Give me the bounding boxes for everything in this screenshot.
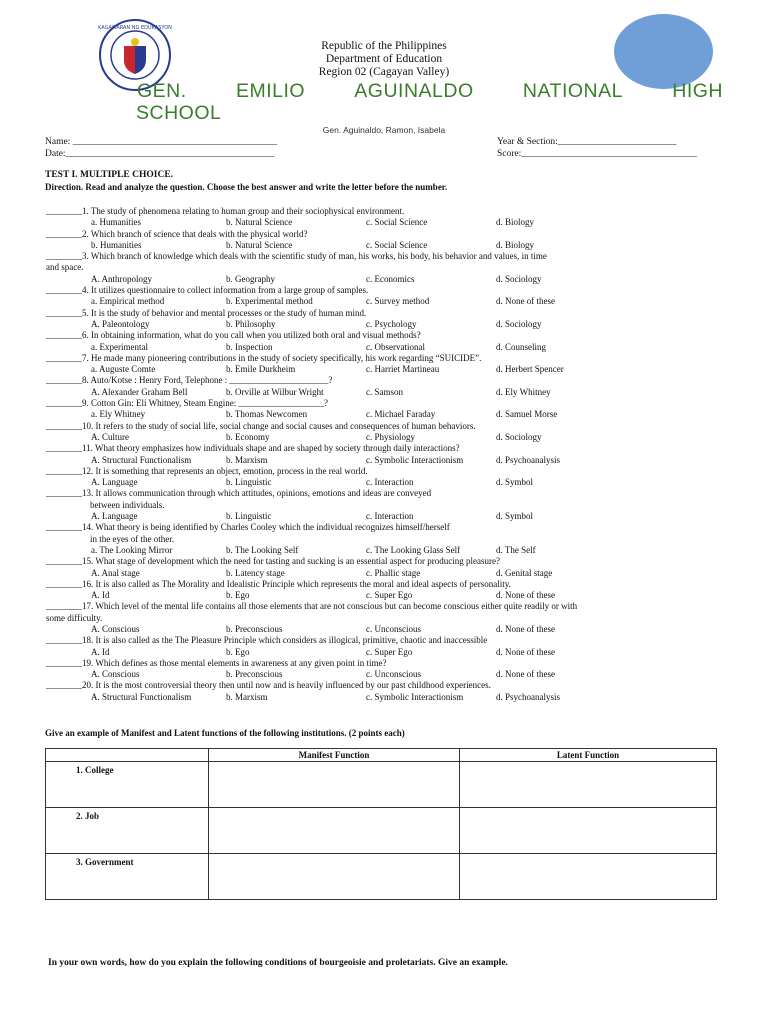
answer-option: c. Observational xyxy=(366,341,425,352)
answer-option: b. Latency stage xyxy=(226,567,285,578)
test1-direction: Direction. Read and analyze the question. Choose the best answer and write the letter before the number. xyxy=(45,182,448,192)
answer-option: d. None of these xyxy=(496,646,555,657)
answer-option: d. Biology xyxy=(496,239,535,250)
options-row xyxy=(46,647,724,658)
table-header-manifest: Manifest Function xyxy=(209,749,460,762)
question-13: ________13. It allows communication through which attitudes, opinions, emotions and ideas are conveyed xyxy=(46,488,432,499)
answer-option: b. Inspection xyxy=(226,341,273,352)
year-section-field[interactable]: Year & Section:_________________________ xyxy=(497,137,677,147)
question-14: ________14. What theory is being identified by Charles Cooley which the individual recognizes himself/herself xyxy=(46,522,450,533)
answer-option: b. Ego xyxy=(226,590,250,601)
options-row xyxy=(46,387,724,398)
question-8: ________8. Auto/Kotse : Henry Ford, Telephone : ______________________? xyxy=(46,375,333,386)
answer-option: d. Symbol xyxy=(496,477,534,488)
question-12: ________12. It is something that represents an object, emotion, process in the real world. xyxy=(46,465,368,476)
answer-option: c. Social Science xyxy=(366,217,428,228)
answer-option: d. Symbol xyxy=(496,511,534,522)
answer-option: c. Symbolic Interactionism xyxy=(366,454,464,465)
answer-option: c. Phallic stage xyxy=(366,567,421,578)
answer-option: A. Structural Functionalism xyxy=(91,691,192,702)
row-label-college: 1. College xyxy=(46,762,209,808)
answer-option: A. Anal stage xyxy=(91,567,140,578)
options-row xyxy=(46,364,724,375)
answer-option: A. Language xyxy=(91,511,138,522)
school-word: EMILIO xyxy=(235,80,306,102)
options-row xyxy=(46,692,724,703)
question-20: ________20. It is the most controversial theory then until now and is heavily influenced by our past childhood experiences. xyxy=(46,680,491,691)
answer-option: d. Sociology xyxy=(496,318,542,329)
score-field[interactable]: Score:_____________________________________ xyxy=(497,149,698,159)
answer-option: a. Ely Whitney xyxy=(91,409,146,420)
answer-option: d. The Self xyxy=(496,544,536,555)
question-3: ________3. Which branch of knowledge which deals with the scientific study of man, his works, his body, his behavior and values, in time xyxy=(46,251,547,262)
question-16: ________16. It is also called as The Morality and Idealistic Principle which represents the moral and ideal aspects of personality. xyxy=(46,578,511,589)
answer-option: b. Philosophy xyxy=(226,318,276,329)
answer-option: c. Interaction xyxy=(366,477,414,488)
manifest-instruction: Give an example of Manifest and Latent functions of the following institutions. (2 points each) xyxy=(45,728,405,738)
answer-option: A. Paleontology xyxy=(91,318,150,329)
answer-option: d. Psychoanalysis xyxy=(496,454,560,465)
answer-option: c. Physiology xyxy=(366,431,416,442)
options-row xyxy=(46,240,724,251)
question-4: ________4. It utilizes questionnaire to collect information from a large group of samples. xyxy=(46,285,369,296)
answer-option: c. Samson xyxy=(366,386,403,397)
answer-option: c. Michael Faraday xyxy=(366,409,436,420)
table-header-latent: Latent Function xyxy=(460,749,717,762)
answer-option: d. Sociology xyxy=(496,273,542,284)
answer-option: c. Unconscious xyxy=(366,669,421,680)
answer-option: b. Emile Durkheim xyxy=(226,364,296,375)
question-11: ________11. What theory emphasizes how individuals shape and are shaped by society through daily interactions? xyxy=(46,443,460,454)
answer-option: d. None of these xyxy=(496,669,555,680)
header-republic: Republic of the Philippines xyxy=(321,40,447,52)
school-word: NATIONAL xyxy=(522,80,623,102)
question-19: ________19. Which defines as those mental elements in awareness at any given point in time? xyxy=(46,657,387,668)
answer-option: A. Id xyxy=(91,590,110,601)
question-18: ________18. It is also called as the The Pleasure Principle which considers as illogical, primitive, chaotic and inaccessible xyxy=(46,635,488,646)
options-row xyxy=(46,568,724,579)
answer-option: c. Super Ego xyxy=(366,646,413,657)
options-row xyxy=(46,455,724,466)
question-7: ________7. He made many pioneering contributions in the study of society specifically, his work regarding “SUICIDE”. xyxy=(46,352,482,363)
answer-option: c. Interaction xyxy=(366,511,414,522)
table-row xyxy=(46,854,717,900)
answer-cell[interactable] xyxy=(209,808,460,854)
answer-option: d. None of these xyxy=(496,623,555,634)
answer-option: a. Auguste Comte xyxy=(91,364,156,375)
question-6: ________6. In obtaining information, what do you call when you utilized both oral and visual methods? xyxy=(46,330,421,341)
answer-option: b. Marxism xyxy=(226,691,268,702)
question-5: ________5. It is the study of behavior and mental processes or the study of human mind. xyxy=(46,307,367,318)
answer-cell[interactable] xyxy=(460,854,717,900)
options-row xyxy=(46,545,724,556)
answer-option: d. Biology xyxy=(496,217,535,228)
school-word: GEN. xyxy=(137,80,187,102)
question-9: ________9. Cotton Gin: Eli Whitney, Steam Engine: ___________________? xyxy=(46,398,328,409)
options-row xyxy=(46,274,724,285)
answer-option: b. Thomas Newcomen xyxy=(226,409,308,420)
answer-cell[interactable] xyxy=(460,762,717,808)
answer-option: a. Experimental xyxy=(91,341,148,352)
school-word: HIGH xyxy=(672,80,723,102)
answer-option: b. Preconscious xyxy=(226,669,283,680)
options-row xyxy=(46,669,724,680)
answer-option: b. Humanities xyxy=(91,239,142,250)
answer-option: c. Psychology xyxy=(366,318,417,329)
answer-cell[interactable] xyxy=(460,808,717,854)
options-row xyxy=(46,624,724,635)
answer-option: a. The Looking Mirror xyxy=(91,544,173,555)
row-label-job: 2. Job xyxy=(46,808,209,854)
last-instruction: In your own words, how do you explain the following conditions of bourgeoisie and proletariats. Give an example. xyxy=(48,958,508,968)
question-3-continued: and space. xyxy=(46,262,84,273)
options-row xyxy=(46,590,724,601)
answer-option: A. Anthropology xyxy=(91,273,153,284)
answer-option: b. Geography xyxy=(226,273,275,284)
options-row xyxy=(46,511,724,522)
school-word: AGUINALDO xyxy=(354,80,474,102)
answer-cell[interactable] xyxy=(209,854,460,900)
table-header-blank xyxy=(46,749,209,762)
answer-cell[interactable] xyxy=(209,762,460,808)
answer-option: b. The Looking Self xyxy=(226,544,299,555)
table-row xyxy=(46,762,717,808)
answer-option: d. Ely Whitney xyxy=(496,386,551,397)
options-row xyxy=(46,296,724,307)
answer-option: d. Herbert Spencer xyxy=(496,364,564,375)
answer-option: d. None of these xyxy=(496,296,555,307)
row-label-government: 3. Government xyxy=(46,854,209,900)
answer-option: d. Samuel Morse xyxy=(496,409,558,420)
answer-option: b. Preconscious xyxy=(226,623,283,634)
date-field[interactable]: Date:____________________________________________ xyxy=(45,149,275,159)
question-10: ________10. It refers to the study of social life, social change and social causes and consequences of human behaviors. xyxy=(46,420,476,431)
svg-text:KAGAWARAN NG EDUKASYON: KAGAWARAN NG EDUKASYON xyxy=(98,25,172,31)
options-row xyxy=(46,217,724,228)
manifest-latent-table xyxy=(45,748,717,900)
answer-option: c. Super Ego xyxy=(366,590,413,601)
answer-option: b. Linguistic xyxy=(226,477,272,488)
answer-option: d. Counseling xyxy=(496,341,547,352)
answer-option: b. Orville at Wilbur Wright xyxy=(226,386,324,397)
header-department: Department of Education xyxy=(325,53,443,65)
answer-option: c. Harriet Martineau xyxy=(366,364,440,375)
answer-option: c. Symbolic Interactionism xyxy=(366,691,464,702)
answer-option: a. Humanities xyxy=(91,217,141,228)
answer-option: b. Ego xyxy=(226,646,250,657)
answer-option: A. Id xyxy=(91,646,110,657)
answer-option: b. Experimental method xyxy=(226,296,313,307)
answer-option: a. Empirical method xyxy=(91,296,165,307)
question-13-continued: between individuals. xyxy=(90,499,165,510)
answer-option: d. None of these xyxy=(496,590,555,601)
answer-option: A. Conscious xyxy=(91,669,140,680)
answer-option: b. Marxism xyxy=(226,454,268,465)
answer-option: A. Conscious xyxy=(91,623,140,634)
options-row xyxy=(46,342,724,353)
options-row xyxy=(46,409,724,420)
answer-option: d. Psychoanalysis xyxy=(496,691,560,702)
options-row xyxy=(46,477,724,488)
question-list xyxy=(46,206,724,703)
question-2: ________2. Which branch of science that deals with the physical world? xyxy=(46,228,308,239)
answer-option: b. Economy xyxy=(226,431,270,442)
options-row xyxy=(46,319,724,330)
answer-option: A. Culture xyxy=(91,431,129,442)
answer-option: d. Genital stage xyxy=(496,567,553,578)
question-17-continued: some difficulty. xyxy=(46,612,103,623)
name-field[interactable]: Name: ___________________________________________ xyxy=(45,137,277,147)
answer-option: c. Unconscious xyxy=(366,623,421,634)
answer-option: c. Social Science xyxy=(366,239,428,250)
answer-option: c. Survey method xyxy=(366,296,430,307)
question-15: ________15. What stage of development which the need for tasting and sucking is an essential aspect for producing pleasure? xyxy=(46,556,500,567)
answer-option: b. Linguistic xyxy=(226,511,272,522)
question-14-continued: in the eyes of the other. xyxy=(90,533,174,544)
question-1: ________1. The study of phenomena relating to human group and their sociophysical environment. xyxy=(46,206,405,216)
options-row xyxy=(46,432,724,443)
answer-option: c. The Looking Glass Self xyxy=(366,544,461,555)
school-word: SCHOOL xyxy=(136,102,222,124)
school-name xyxy=(137,80,723,124)
question-17: ________17. Which level of the mental life contains all those elements that are not conscious but can become conscious either quite readily or with xyxy=(46,601,578,612)
answer-option: A. Structural Functionalism xyxy=(91,454,192,465)
answer-option: d. Sociology xyxy=(496,431,542,442)
answer-option: c. Economics xyxy=(366,273,415,284)
test1-title: TEST I. MULTIPLE CHOICE. xyxy=(45,170,174,180)
answer-option: b. Natural Science xyxy=(226,239,293,250)
answer-option: A. Alexander Graham Bell xyxy=(91,386,188,397)
school-address: Gen. Aguinaldo, Ramon, Isabela xyxy=(322,125,446,135)
answer-option: A. Language xyxy=(91,477,138,488)
header-region: Region 02 (Cagayan Valley) xyxy=(318,66,450,78)
answer-option: b. Natural Science xyxy=(226,217,293,228)
table-row xyxy=(46,808,717,854)
